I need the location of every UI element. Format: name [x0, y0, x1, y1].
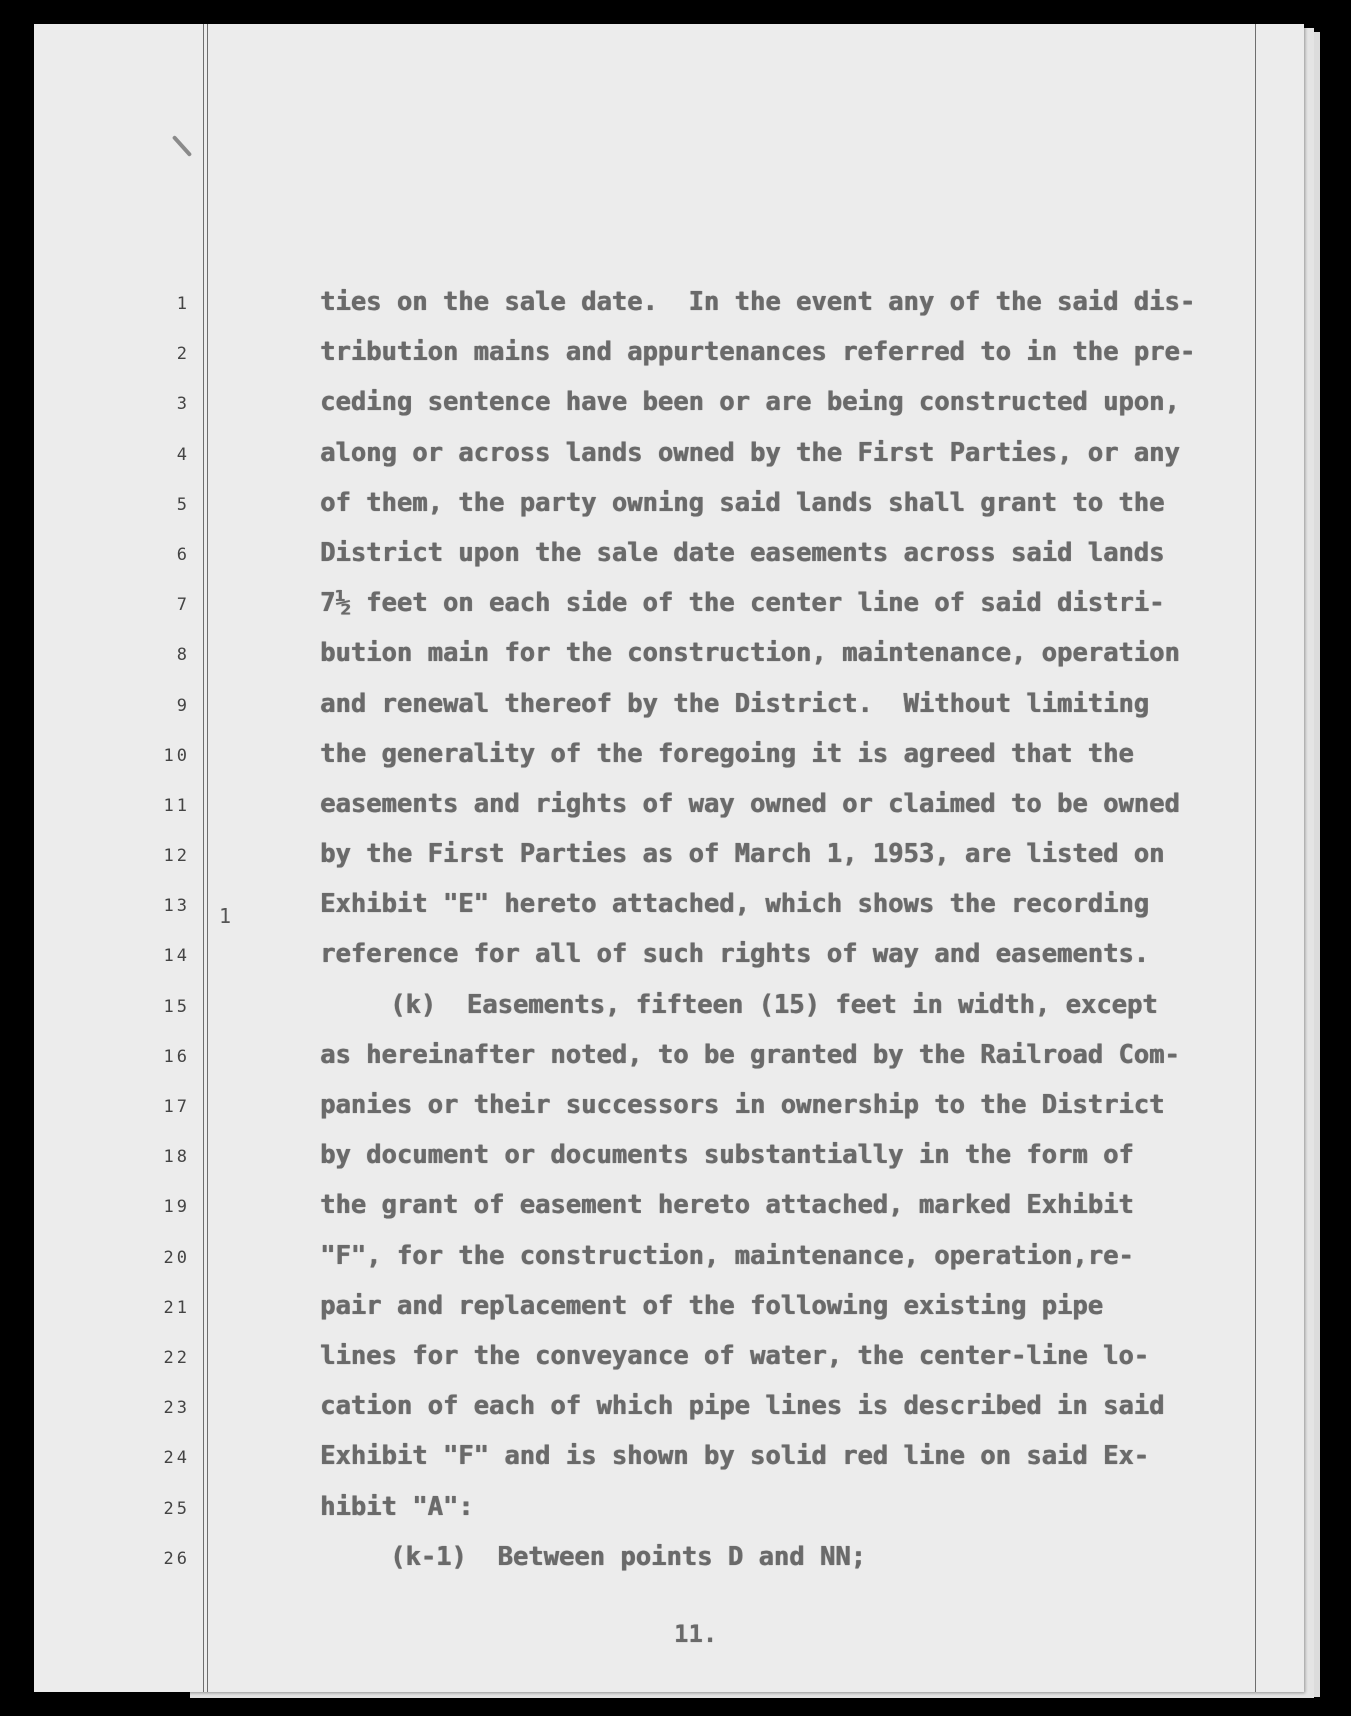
text-line: and renewal thereof by the District. Without limiting — [320, 688, 1150, 719]
document-page — [34, 24, 1304, 1692]
margin-mark: 1 — [219, 904, 232, 928]
text-line: by the First Parties as of March 1, 1953, are listed on — [320, 839, 1165, 870]
line-number: 12 — [163, 846, 190, 867]
line-number: 23 — [163, 1398, 190, 1419]
text-line: by document or documents substantially in the form of — [320, 1140, 1134, 1171]
line-number: 22 — [163, 1347, 190, 1368]
text-line: easements and rights of way owned or claimed to be owned — [320, 788, 1180, 819]
line-number: 2 — [176, 344, 190, 365]
text-line: (k) Easements, fifteen (15) feet in width, except — [390, 989, 1158, 1020]
line-number: 11 — [163, 795, 190, 816]
text-line: pair and replacement of the following existing pipe — [320, 1290, 1103, 1321]
line-number: 15 — [163, 996, 190, 1017]
line-number: 5 — [176, 494, 190, 515]
line-number: 26 — [163, 1548, 190, 1569]
line-number: 8 — [176, 645, 190, 666]
text-line: as hereinafter noted, to be granted by the Railroad Com- — [320, 1039, 1180, 1070]
line-number: 4 — [176, 444, 190, 465]
text-line: tribution mains and appurtenances referred to in the pre- — [320, 337, 1196, 368]
line-number: 9 — [176, 695, 190, 716]
line-number: 13 — [163, 896, 190, 917]
text-line: the generality of the foregoing it is agreed that the — [320, 738, 1134, 769]
text-line: (k-1) Between points D and NN; — [390, 1541, 866, 1572]
text-line: Exhibit "F" and is shown by solid red line on said Ex- — [320, 1441, 1150, 1472]
line-number: 7 — [176, 595, 190, 616]
page-number: 11. — [674, 1620, 718, 1648]
text-line: 7½ feet on each side of the center line of said distri- — [320, 588, 1165, 619]
text-line: along or across lands owned by the First Parties, or any — [320, 437, 1180, 468]
text-line: ties on the sale date. In the event any of the said dis- — [320, 287, 1196, 317]
right-margin-rule — [1255, 24, 1256, 1692]
line-number: 20 — [163, 1247, 190, 1268]
text-line: District upon the sale date easements across said lands — [320, 537, 1165, 568]
line-number: 25 — [163, 1498, 190, 1519]
text-line: the grant of easement hereto attached, marked Exhibit — [320, 1190, 1134, 1221]
line-number: 6 — [176, 544, 190, 565]
body-text — [320, 277, 1230, 1582]
line-numbers — [134, 279, 204, 1584]
line-number: 10 — [163, 745, 190, 766]
line-number: 1 — [176, 294, 190, 314]
text-line: reference for all of such rights of way and easements. — [320, 939, 1150, 970]
line-number: 24 — [163, 1448, 190, 1469]
line-number: 18 — [163, 1147, 190, 1168]
line-number: 19 — [163, 1197, 190, 1218]
text-line: lines for the conveyance of water, the center-line lo- — [320, 1340, 1150, 1371]
text-line: bution main for the construction, maintenance, operation — [320, 638, 1180, 669]
text-line: of them, the party owning said lands shall grant to the — [320, 487, 1165, 518]
text-line: "F", for the construction, maintenance, operation,re- — [320, 1240, 1134, 1271]
line-number: 14 — [163, 946, 190, 967]
left-margin-rule-inner — [207, 24, 208, 1692]
line-number: 16 — [163, 1046, 190, 1067]
text-line: hibit "A": — [320, 1491, 474, 1522]
text-line: cation of each of which pipe lines is described in said — [320, 1391, 1165, 1422]
line-number: 17 — [163, 1097, 190, 1117]
text-line: panies or their successors in ownership to the District — [320, 1090, 1165, 1120]
text-line: Exhibit "E" hereto attached, which shows the recording — [320, 889, 1150, 920]
line-number: 3 — [176, 394, 190, 415]
pencil-mark — [172, 135, 192, 157]
line-number: 21 — [163, 1297, 190, 1318]
text-line: ceding sentence have been or are being constructed upon, — [320, 387, 1180, 418]
